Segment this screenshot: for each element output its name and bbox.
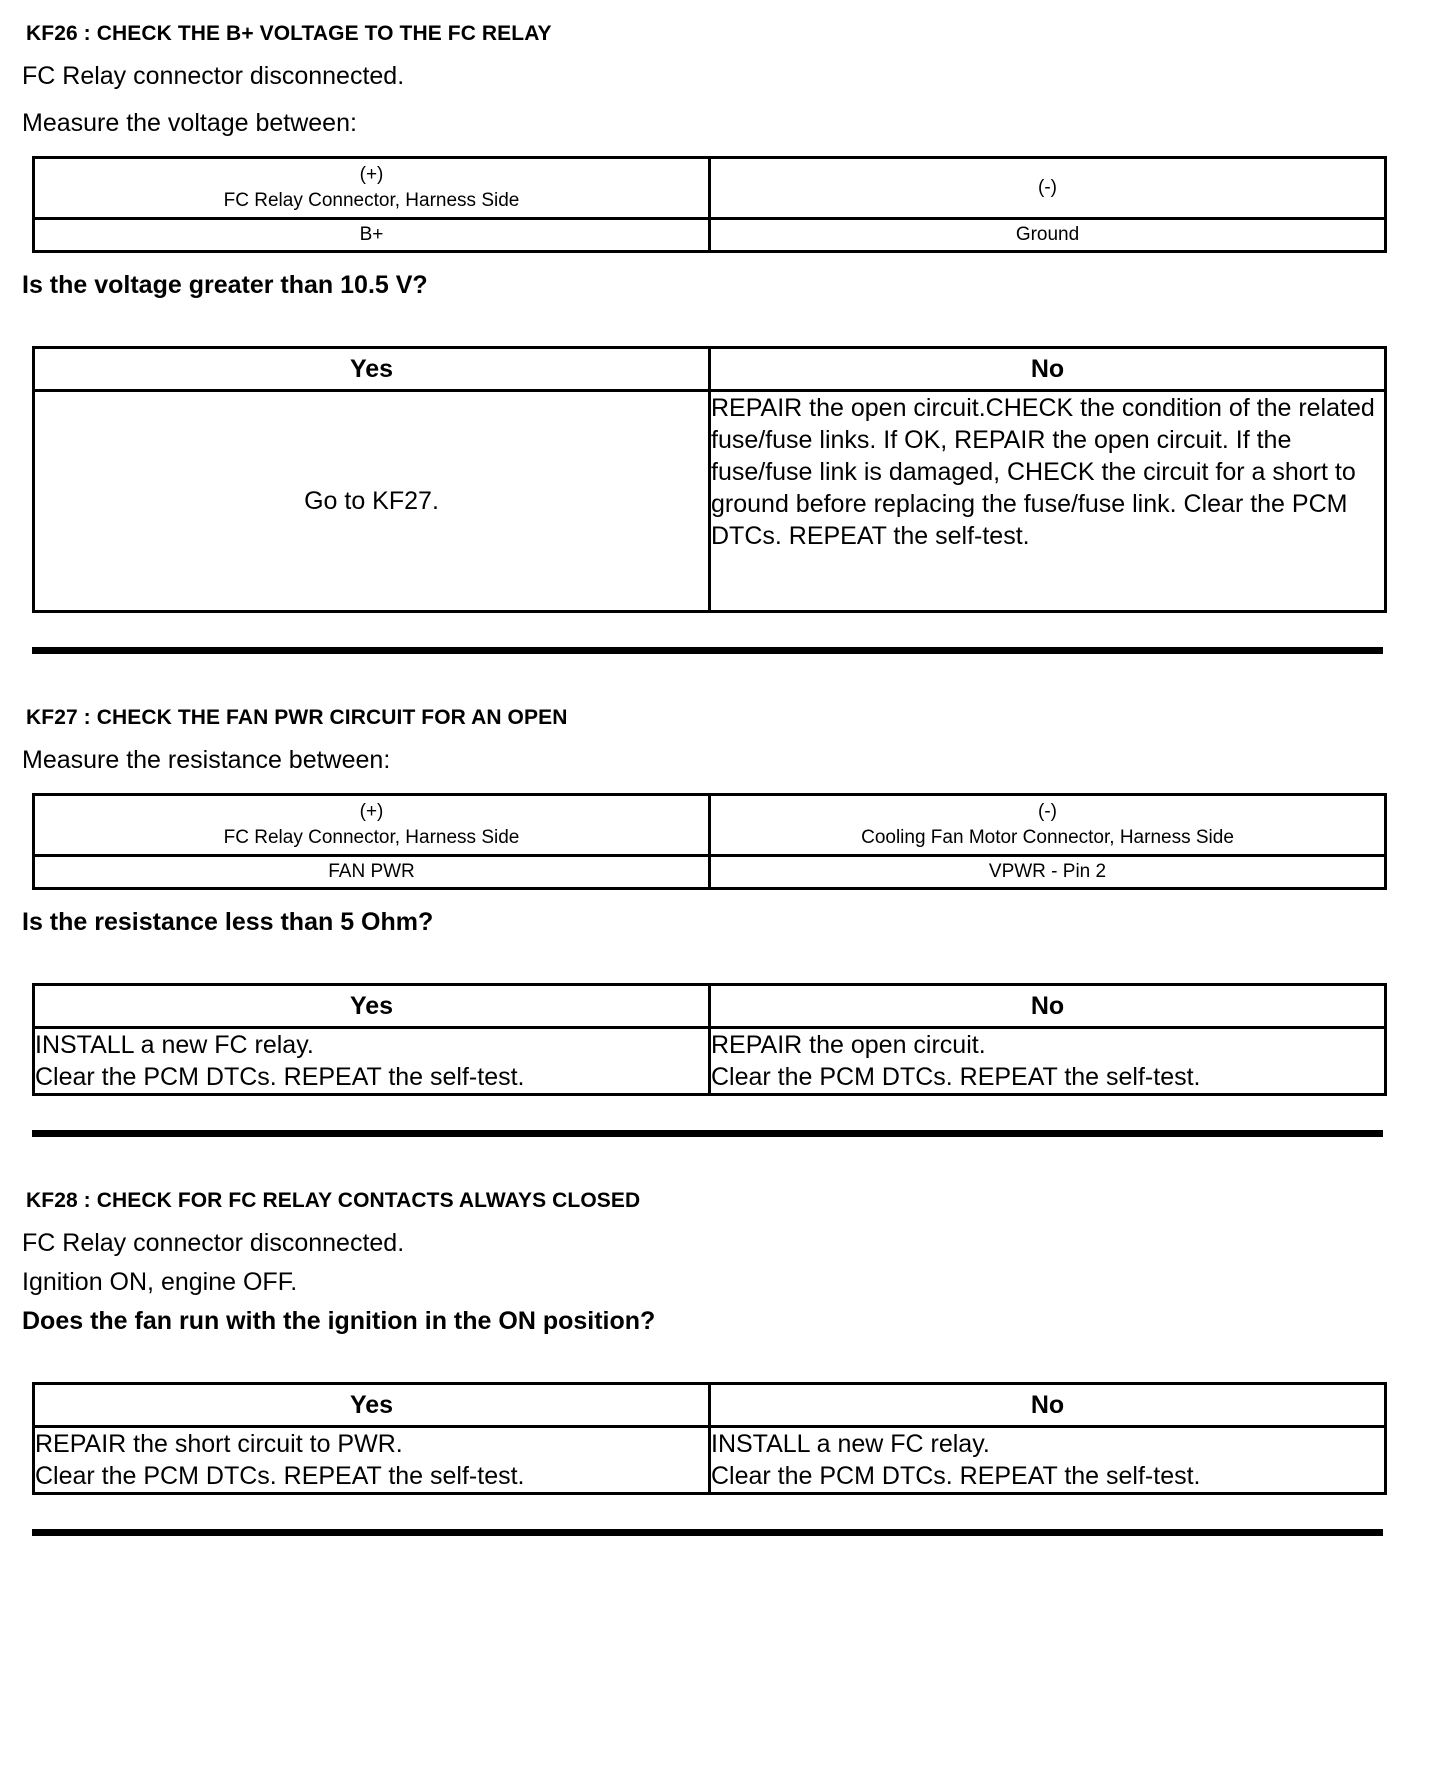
measurement-table-kf26 [32, 156, 1387, 253]
measurement-negative-header [710, 795, 1386, 856]
answer-no-line-1: REPAIR the open circuit. [711, 1031, 986, 1059]
positive-sign: (+) [359, 164, 384, 186]
positive-label: FC Relay Connector, Harness Side [223, 827, 520, 848]
measurement-positive-value: B+ [34, 219, 710, 252]
section-divider [32, 647, 1383, 654]
table-row [34, 1427, 1386, 1494]
answer-no-text [710, 1028, 1386, 1095]
answer-yes-line-1: REPAIR the short circuit to PWR. [35, 1430, 403, 1458]
answer-no-header: No [710, 1384, 1386, 1427]
measurement-negative-value: Ground [710, 219, 1386, 252]
step-title-kf26: KF26 : CHECK THE B+ VOLTAGE TO THE FC RELAY [26, 22, 552, 45]
step-title-kf27: KF27 : CHECK THE FAN PWR CIRCUIT FOR AN OPEN [26, 706, 568, 729]
answer-no-header: No [710, 348, 1386, 391]
negative-sign: (-) [1038, 177, 1057, 199]
table-row [34, 795, 1386, 856]
table-row [34, 158, 1386, 219]
step-condition-line: Ignition ON, engine OFF. [22, 1268, 298, 1296]
table-row [34, 985, 1386, 1028]
measurement-positive-header [34, 795, 710, 856]
positive-label: FC Relay Connector, Harness Side [223, 190, 520, 211]
step-kf27 [22, 706, 1420, 1137]
measurement-table-kf27 [32, 793, 1387, 890]
positive-sign: (+) [359, 801, 384, 823]
step-question-kf27: Is the resistance less than 5 Ohm? [22, 908, 434, 936]
answer-yes-line-2: Clear the PCM DTCs. REPEAT the self-test. [35, 1063, 525, 1091]
step-condition-line: Measure the resistance between: [22, 746, 391, 774]
answer-yes-text [34, 1028, 710, 1095]
answer-yes-text: Go to KF27. [34, 391, 710, 612]
step-question-kf26: Is the voltage greater than 10.5 V? [22, 271, 428, 299]
step-title-kf28: KF28 : CHECK FOR FC RELAY CONTACTS ALWAYS CLOSED [26, 1189, 641, 1212]
table-row [34, 1028, 1386, 1095]
answer-no-line-1: INSTALL a new FC relay. [711, 1430, 990, 1458]
answer-table-kf26 [32, 346, 1387, 613]
answer-yes-text [34, 1427, 710, 1494]
measurement-positive-header [34, 158, 710, 219]
table-row [34, 856, 1386, 889]
step-kf26 [22, 22, 1420, 654]
answer-yes-line-1: INSTALL a new FC relay. [35, 1031, 314, 1059]
answer-no-line-2: Clear the PCM DTCs. REPEAT the self-test. [711, 1063, 1201, 1091]
answer-no-header: No [710, 985, 1386, 1028]
measurement-negative-header [710, 158, 1386, 219]
step-condition-line: FC Relay connector disconnected. [22, 1229, 405, 1257]
answer-yes-line-2: Clear the PCM DTCs. REPEAT the self-test. [35, 1462, 525, 1490]
step-condition-line: Measure the voltage between: [22, 109, 357, 137]
negative-label: Cooling Fan Motor Connector, Harness Side [861, 827, 1234, 848]
answer-yes-header: Yes [34, 985, 710, 1028]
section-divider [32, 1529, 1383, 1536]
answer-table-kf27 [32, 983, 1387, 1096]
negative-sign: (-) [1038, 801, 1057, 823]
measurement-positive-value: FAN PWR [34, 856, 710, 889]
table-row [34, 348, 1386, 391]
answer-table-kf28 [32, 1382, 1387, 1495]
answer-no-text: REPAIR the open circuit.CHECK the condition of the related fuse/fuse links. If OK, REPAIR the open circuit. If the fuse/fuse link is damaged, CHECK the circuit for a short to ground before replacing the fuse/fuse link. Clear the PCM DTCs. REPEAT the self-test. [710, 391, 1386, 612]
table-row [34, 219, 1386, 252]
answer-yes-header: Yes [34, 1384, 710, 1427]
section-divider [32, 1130, 1383, 1137]
step-question-kf28: Does the fan run with the ignition in the ON position? [22, 1307, 656, 1335]
measurement-negative-value: VPWR - Pin 2 [710, 856, 1386, 889]
step-condition-line: FC Relay connector disconnected. [22, 62, 405, 90]
answer-no-line-2: Clear the PCM DTCs. REPEAT the self-test. [711, 1462, 1201, 1490]
answer-yes-header: Yes [34, 348, 710, 391]
table-row [34, 1384, 1386, 1427]
table-row [34, 391, 1386, 612]
step-kf28 [22, 1189, 1420, 1536]
answer-no-text [710, 1427, 1386, 1494]
